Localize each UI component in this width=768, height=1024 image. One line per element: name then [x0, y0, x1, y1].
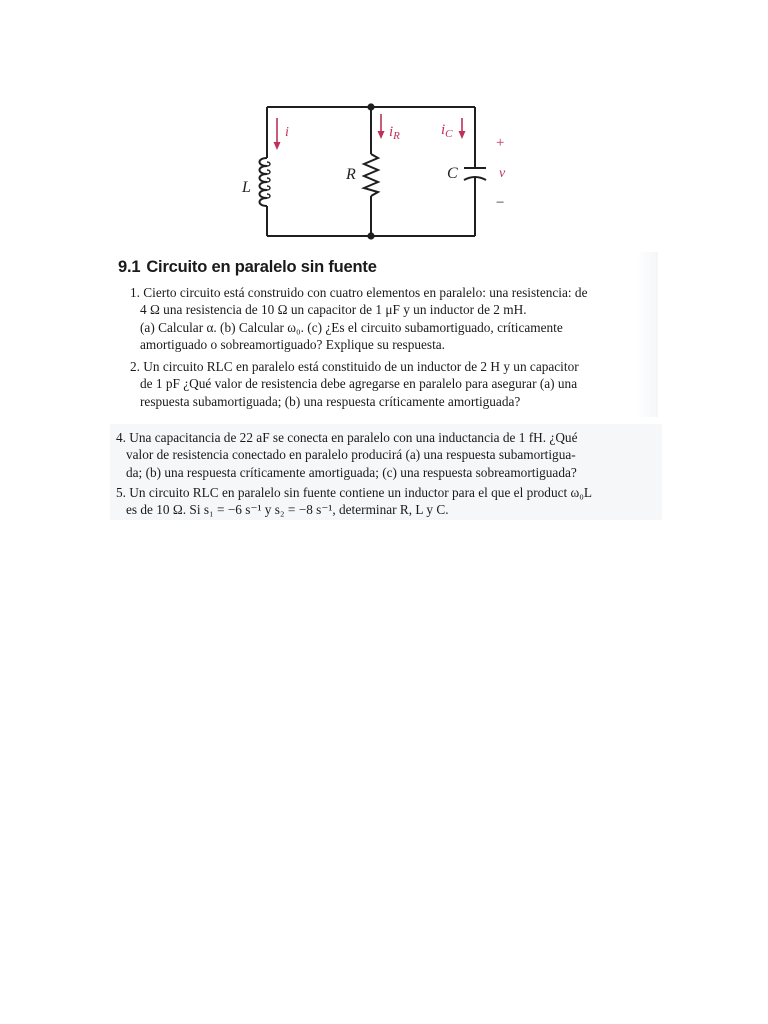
section-heading — [118, 258, 377, 277]
problem-line: valor de resistencia conectado en paralelo producirá (a) una respuesta subamortigua- — [126, 447, 576, 463]
inductor-label: L — [242, 179, 251, 196]
current-arrow-i — [274, 118, 281, 150]
problem-4 — [116, 429, 656, 481]
current-arrow-iR — [378, 114, 385, 139]
problem-line: amortiguado o sobreamortiguado? Explique su respuesta. — [140, 336, 446, 352]
section-number: 9.1 — [118, 258, 141, 276]
resistor-label: R — [346, 166, 356, 183]
problem-line: 4 Ω una resistencia de 10 Ω un capacitor de 1 μF y un inductor de 2 mH. — [140, 302, 527, 318]
problems-block-upper — [110, 252, 658, 417]
inductor-coil — [260, 158, 268, 206]
problem-line: 5. Un circuito RLC en paralelo sin fuente contiene un inductor para el que el product ω₀L — [116, 485, 593, 500]
problem-1 — [130, 284, 650, 353]
problem-line: 1. Cierto circuito está construido con cuatro elementos en paralelo: una resistencia: de — [130, 285, 588, 300]
problem-line: respuesta subamortiguada; (b) una respuesta críticamente amortiguada? — [140, 393, 521, 409]
circuit-diagram — [240, 90, 530, 250]
current-label-iR: $i_R$ — [389, 124, 400, 142]
current-label-iC: $i_C$ — [441, 122, 453, 140]
current-label-i: i — [285, 125, 289, 140]
problem-line: 2. Un circuito RLC en paralelo está constituido de un inductor de 2 H y un capacitor — [130, 359, 579, 374]
problem-5 — [116, 484, 656, 519]
capacitor-label: C — [447, 165, 458, 182]
minus-sign: − — [495, 195, 506, 211]
voltage-label: v — [499, 166, 506, 181]
plus-sign: + — [495, 135, 506, 151]
problems-block-lower — [110, 424, 662, 520]
problem-line: (a) Calcular α. (b) Calcular ω₀. (c) ¿Es el circuito subamortiguado, críticamente — [140, 319, 563, 335]
section-title: Circuito en paralelo sin fuente — [146, 258, 377, 276]
problem-line: 4. Una capacitancia de 22 aF se conecta en paralelo con una inductancia de 1 fH. ¿Qué — [116, 430, 578, 445]
problem-line: de 1 pF ¿Qué valor de resistencia debe agregarse en paralelo para asegurar (a) una — [140, 376, 578, 392]
problem-line: es de 10 Ω. Si s₁ = −6 s⁻¹ y s₂ = −8 s⁻¹, determinar R, L y C. — [126, 502, 449, 518]
junction-dot-top — [367, 103, 374, 110]
problem-line: da; (b) una respuesta críticamente amortiguada; (c) una respuesta sobreamortiguada? — [126, 464, 577, 480]
problem-2 — [130, 358, 650, 410]
junction-dot-bottom — [367, 232, 374, 239]
current-arrow-iC — [459, 118, 466, 139]
resistor-zigzag — [364, 154, 378, 196]
